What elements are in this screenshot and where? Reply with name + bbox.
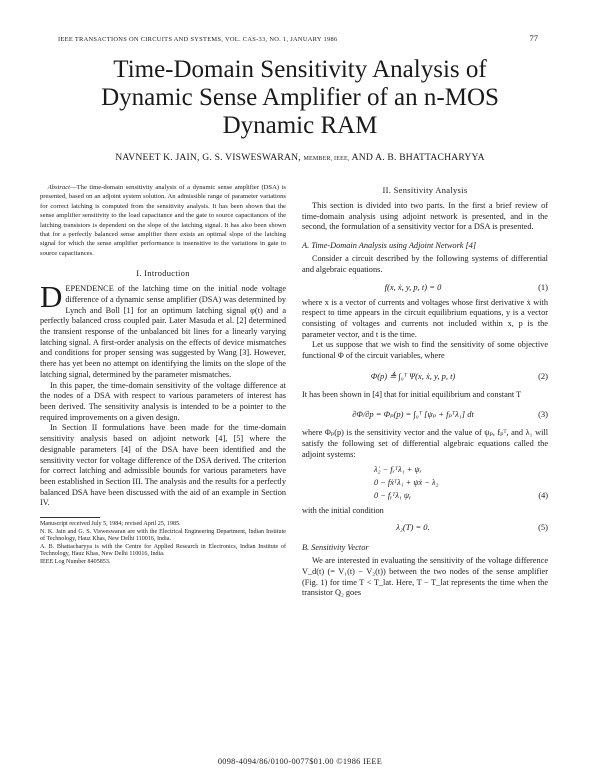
equation-2	[302, 365, 548, 387]
author-line	[40, 152, 560, 163]
author-membership: MEMBER, IEEE,	[303, 156, 350, 162]
subsection-a-paragraph: It has been shown in [4] that for initial equilibrium and constant T	[302, 389, 522, 399]
subsection-a-paragraph: where x is a vector of currents and voltages whose first derivative ẋ with respect to time appears in the circuit equilibrium equations, y is a vector consisting of voltages and currents not included within x, p is the parameter vector, and t is the time.	[302, 297, 548, 339]
author-names-rest: AND A. B. BHATTACHARYYA	[351, 152, 485, 163]
adjoint-equation: 0 − fẋᵀλ₁ + ψẋ − λ₂	[374, 477, 439, 487]
equation-5-number: (5)	[538, 522, 548, 533]
abstract-text: —The time-domain sensitivity analysis of a dynamic sense amplifier (DSA) is presented, based on an adjoint system solution. An admissible range of parameter variations for correct latching is computed from the sensitivity analysis. It has been shown that the sense amplifier sensitivity to the load capacitance and the gate to source capacitances of the latching transistors is dependent on the slope of the latching signal. It has also been shown that for a perfectly balanced sense amplifier there exists an optimal slope of the latching signal for which the sense amplifier performance is insensitive to the variations in gate to source capacitances.	[40, 184, 286, 257]
equation-5	[302, 519, 548, 535]
footnote: Manuscript received July 5, 1984; revised April 25, 1985.	[40, 521, 181, 528]
section2-intro: This section is divided into two parts. In the first a brief review of time-domain analysis using adjoint network is presented, and in the second, the formulation of a sensitivity vector for a DSA is presented.	[302, 201, 548, 232]
equation-3	[302, 403, 548, 425]
equation-3-body: ∂Φ/∂p = Φₚ(p) = ∫₀ᵀ [ψₚ + fₚᵀλ₁] dt	[352, 409, 474, 420]
adjoint-equation-row	[302, 463, 548, 476]
adjoint-equation: 0 − fᵧᵀλ₁ ψᵧ	[374, 490, 411, 500]
footnote: A. B. Bhattacharyya is with the Centre for Applied Research in Electronics, Indian Institute of Technology, Hauz Khas, New Delhi 110016, India.	[40, 543, 286, 558]
equation-4-number: (4)	[538, 490, 548, 500]
equation-3-number: (3)	[538, 409, 548, 420]
subsection-a-paragraph: with the initial condition	[302, 505, 384, 515]
footnote-rule	[40, 517, 100, 518]
right-column	[302, 183, 548, 599]
subsection-heading-a: A. Time-Domain Analysis using Adjoint Network [4]	[302, 241, 477, 251]
equation-5-body: λ₂(T) = 0.	[396, 522, 430, 533]
intro-paragraph-1	[40, 279, 286, 380]
title-line: Dynamic Sense Amplifier of an n-MOS	[101, 84, 499, 111]
equation-1-number: (1)	[538, 281, 548, 292]
abstract-label: Abstract	[47, 184, 71, 191]
running-header: IEEE TRANSACTIONS ON CIRCUITS AND SYSTEMS, VOL. CAS-33, NO. 1, JANUARY 1986	[58, 36, 338, 43]
copyright-footer: 0098-4094/86/0100-0077$01.00 ©1986 IEEE	[217, 757, 383, 766]
equation-1	[302, 279, 548, 295]
adjoint-system-equations	[302, 463, 548, 502]
section-heading-intro: I. Introduction	[136, 268, 190, 279]
subsection-a-paragraph: Consider a circuit described by the following systems of differential and algebraic equations.	[302, 254, 548, 274]
drop-cap: D	[40, 279, 63, 315]
paper-title	[40, 56, 560, 140]
equation-1-body: f(x, ẋ, y, p, t) = 0	[384, 281, 442, 292]
equation-2-number: (2)	[538, 370, 548, 381]
subsection-b-paragraph: We are interested in evaluating the sensitivity of the voltage difference V_d(t) (= V₁(t) − V₂(t)) between the two nodes of the sense amplifier (Fig. 1) for time T < T_lat. Here, T − T_lat represents the time when the transistor Q₂ goes	[302, 556, 548, 598]
subsection-heading-b: B. Sensitivity Vector	[302, 543, 369, 553]
author-names: NAVNEET K. JAIN, G. S. VISWESWARAN,	[115, 152, 301, 163]
title-line: Time-Domain Sensitivity Analysis of	[113, 56, 487, 83]
intro-paragraph-1-text: EPENDENCE of the latching time on the initial node voltage difference of a dynamic sense amplifier (DSA) was determined by Lynch and Boll [1] for an optimum latching signal φ(t) and a perfectly balanced cross coupled pair. Later Masuda et al. [2] determined the transient response of the unbalanced bit lines for a linearly varying latching signal. A first-order analysis on the effects of device mismatches and conditions for proper sensing was suggested by Wang [3]. However, there has yet been no attempt on identifying the limits on the slope of the latching signal, determined by the parameter mismatches.	[40, 284, 286, 379]
abstract	[40, 183, 286, 258]
intro-paragraph-2: In this paper, the time-domain sensitivity of the voltage difference at the nodes of a DSA with respect to various parameters of interest has been derived. The sensitivity analysis is intended to be a pointer to the required improvements on a given design.	[40, 380, 286, 422]
subsection-a-paragraph: where Φₚ(p) is the sensitivity vector and the value of ψₚ, fₚᵀ, and λ₁ will satisfy the following set of differential algebraic equations called the adjoint systems:	[302, 428, 548, 459]
left-column	[40, 183, 286, 567]
footnote: N. K. Jain and G. S. Visweswaran are with the Electrical Engineering Department, Indian Institute of Technology, Hauz Khas, New Delhi 110016, India.	[40, 528, 286, 543]
adjoint-equation-row	[302, 489, 548, 502]
subsection-a-paragraph: Let us suppose that we wish to find the sensitivity of some objective functional Φ of the circuit variables, where	[302, 340, 548, 361]
intro-paragraph-3: In Section II formulations have been made for the time-domain sensitivity analysis based on adjoint network [4], [5] where the designable parameters [4] of the DSA have been identified and the sensitivity vector for voltage difference of the DSA derived. The criterion for correct latching and admissible bounds for various parameters have been established in Section III. The analysis and the results for a perfectly balanced DSA have been discussed with the aid of an example in Section IV.	[40, 423, 286, 508]
footnote: IEEE Log Number 8405853.	[40, 558, 111, 565]
adjoint-equation: λ̇₂ − fₓᵀλ₁ + ψₓ	[374, 464, 422, 474]
title-line: Dynamic RAM	[222, 112, 378, 139]
page-number: 77	[529, 33, 538, 43]
equation-2-body: Φ(p) ≜ ∫₀ᵀ Ψ(x, ẋ, y, p, t)	[370, 370, 456, 381]
adjoint-equation-row	[302, 476, 548, 489]
section-heading-sensitivity: II. Sensitivity Analysis	[382, 185, 468, 195]
